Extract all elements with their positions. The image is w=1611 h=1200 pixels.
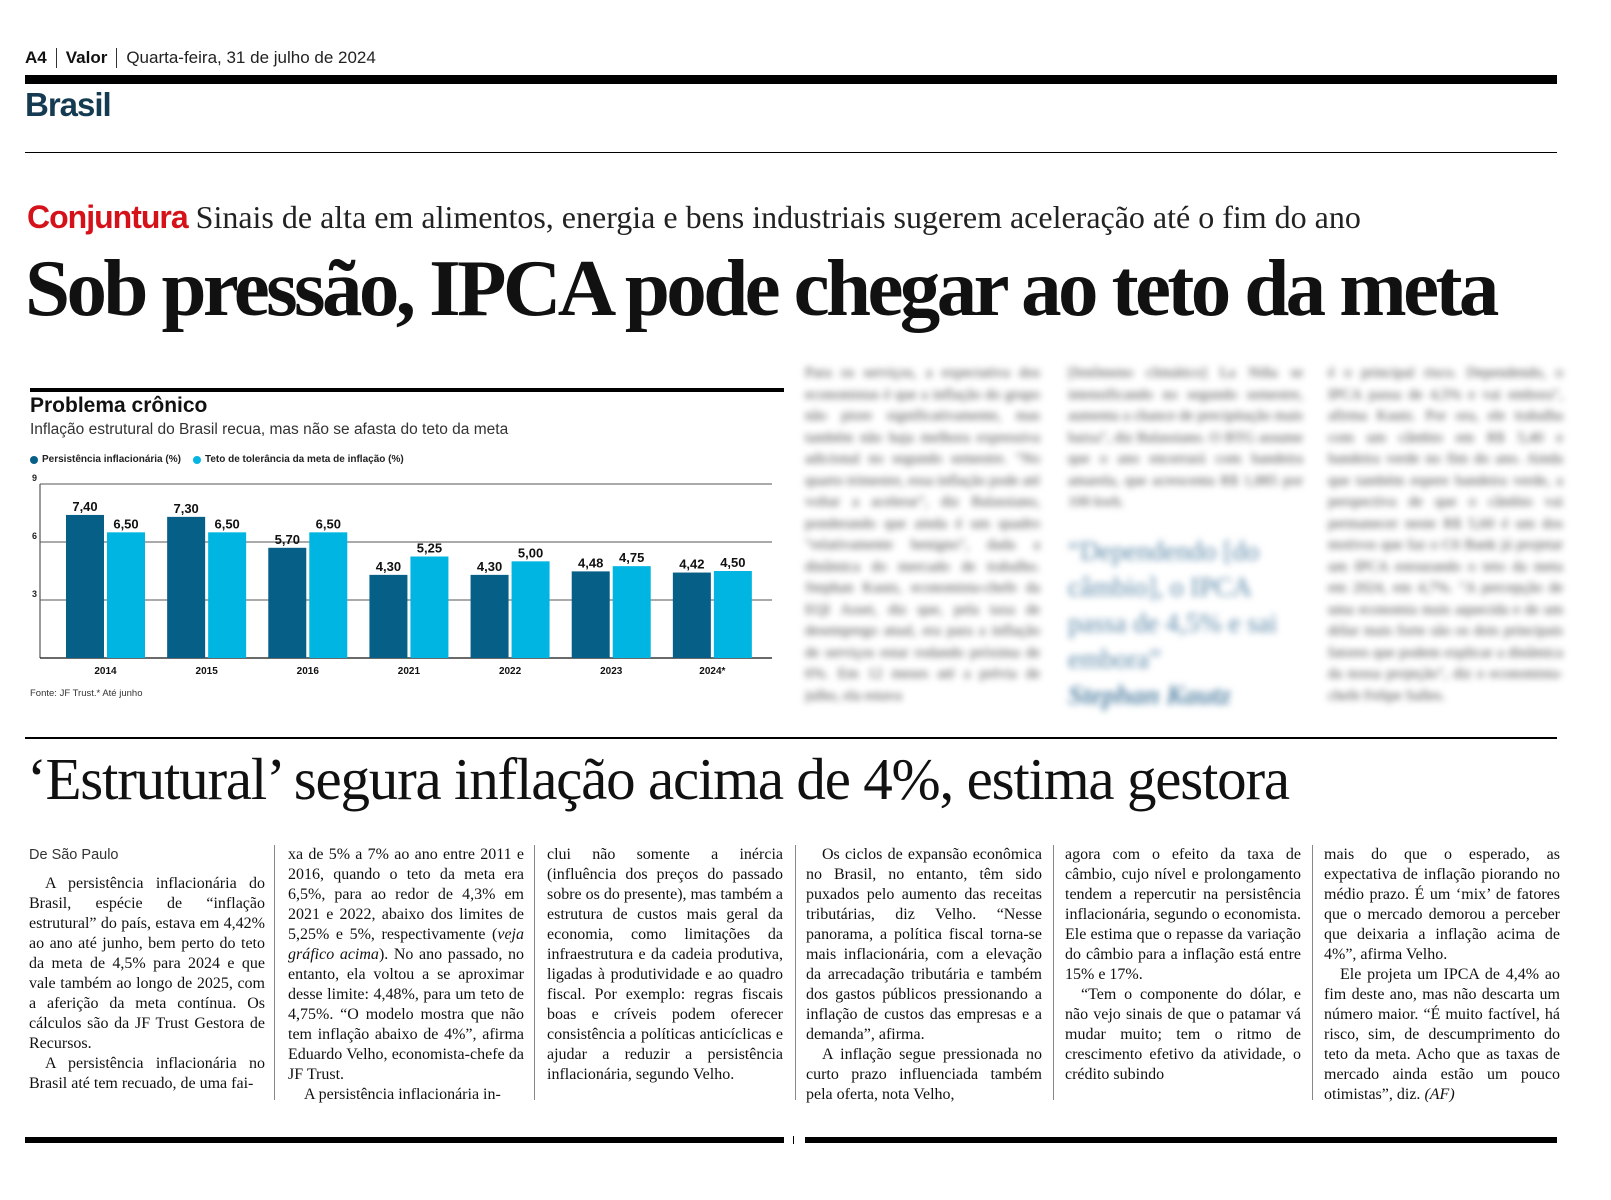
x-tick-label: 2024*: [699, 666, 726, 677]
article-column-3: [547, 845, 783, 1085]
deck-text: Sinais de alta em alimentos, energia e bens industriais sugerem aceleração até o fim do ano: [195, 199, 1361, 235]
x-tick-label: 2021: [397, 666, 421, 677]
x-tick-label: 2022: [498, 666, 522, 677]
data-label: 4,30: [476, 558, 503, 574]
bottom-bar: [25, 1137, 784, 1143]
paragraph: A persistência inflacionária no Brasil até tem recuado, de uma fai-: [29, 1055, 265, 1092]
x-tick-label: 2023: [600, 666, 623, 677]
paragraph: clui não somente a inércia (influência dos preços do passado sobre os do presente), mas também a estrutura de custos mais geral da economia, como limitações da infraestrutura e da cadeia produtiva, ligadas à produtividade e ao quadro fiscal. Por exemplo: regras fiscais boas e críveis podem oferecer consistência a políticas anticíclicas e ajudar a reduzir a persistência inflacionária, segundo Velho.: [547, 846, 783, 1083]
data-label: 4,75: [619, 550, 645, 566]
legend-swatch-teto: [193, 456, 201, 464]
paragraph: mais do que o esperado, as expectativa de inflação piorando no médio prazo. É um ‘mix’ de fatores que o mercado demorou a perceber que deixaria a inflação acima de 4%”, afirma Velho.: [1324, 846, 1560, 963]
data-label: 4,50: [720, 555, 746, 570]
paragraph: A persistência inflacionária in-: [304, 1086, 501, 1103]
folio-divider: [56, 48, 57, 68]
blurred-column: Para os serviços, a expectativa dos economistas é que a inflação do grupo não piore significativamente, mas também não haja melhora expressiva adicional no segundo semestre. "No quarto trimestre, essa inflação pode até voltar a acelerar", diz Balassiano, ponderando que ainda é um quadro "relativamente benigno", dada a dinâmica do mercado de trabalho. Stephan Kautz, economista-chefe da EQI Asset, diz que, pela taxa de desemprego atual, era para a inflação de serviços estar rodando próxima de 6%. Em 12 meses até a prévia de julho, ela estava: [805, 365, 1040, 704]
data-label: 5,25: [416, 540, 443, 556]
edition-date: Quarta-feira, 31 de julho de 2024: [126, 48, 376, 67]
data-label: 4,30: [375, 558, 402, 574]
data-label: 4,42: [679, 556, 705, 572]
pull-quote-text: “Dependendo [do câmbio], o IPCA passa de 4,5% e sai embora”: [1068, 536, 1278, 674]
data-label: 7,30: [173, 500, 199, 516]
paragraph-part: ). No ano passado, no entanto, ela voltou a se aproximar desse limite: 4,48%, para um teto de 4,75%. “O modelo mostra que não tem inflação abaixo de 4%”, afirma Eduardo Velho, economista-chefe da JF Trust.: [288, 946, 525, 1083]
x-tick-label: 2015: [195, 666, 218, 677]
bar-teto: [208, 532, 246, 658]
y-tick-label: 9: [32, 474, 38, 483]
bar-teto: [309, 532, 347, 658]
folio-divider: [116, 48, 117, 68]
article-column-2: [288, 845, 524, 1105]
x-tick-label: 2016: [296, 666, 319, 677]
bottom-bar: [805, 1137, 1557, 1143]
article-column-1: [29, 845, 265, 1094]
data-label: 5,70: [274, 531, 300, 547]
kicker-line: [27, 199, 1361, 236]
bar-teto: [613, 566, 651, 658]
masthead-bar: [25, 75, 1557, 84]
y-tick-label: 6: [32, 531, 38, 541]
x-tick-label: 2014: [94, 666, 117, 677]
secondary-headline: ‘Estrutural’ segura inflação acima de 4%, estima gestora: [27, 746, 1289, 812]
blurred-column: [fenômeno climático] La Niña se intensificando no segundo semestre, aumenta a chance de precipitação mais baixa", diz Balassiano. O BTG assume que o ano encerrará com bandeira amarela, que acrescenta R$ 1,885 por 100 kwh.: [1068, 365, 1303, 510]
bar-teto: [512, 561, 550, 658]
bar-persistencia: [369, 575, 407, 658]
bar-teto: [410, 557, 448, 659]
data-label: 6,50: [214, 516, 240, 532]
article-divider: [25, 737, 1557, 739]
data-label: 6,50: [315, 516, 341, 532]
data-label: 7,40: [72, 498, 98, 514]
page-number: A4: [25, 48, 47, 67]
legend-label-teto: Teto de tolerância da meta de inflação (%): [204, 454, 404, 465]
bar-persistencia: [572, 571, 610, 658]
article-column-5: [1065, 845, 1301, 1085]
paragraph: Os ciclos de expansão econômica no Brasil, no entanto, têm sido puxados pelo aumento das receitas tributárias, diz Velho. “Nesse panorama, a política fiscal torna-se mais inflacionária, com a elevação da arrecadação tributária e também dos gastos públicos pressionando a inflação de custos das empresas e a demanda”, afirma.: [806, 846, 1042, 1043]
paragraph: [288, 845, 524, 1085]
data-label: 6,50: [113, 516, 139, 532]
paragraph: “Tem o componente do dólar, e não vejo sinais de que o patamar vá mudar muito; tem o ritmo de crescimento efetivo da atividade, o crédito subindo: [1065, 986, 1301, 1083]
bar-chart: [30, 474, 782, 684]
kicker-tag: Conjuntura: [27, 199, 188, 235]
section-title: Brasil: [25, 86, 111, 123]
bar-teto: [714, 571, 752, 658]
section-rule: [25, 152, 1557, 153]
paragraph: agora com o efeito da taxa de câmbio, cujo nível e prolongamento tendem a repercutir na persistência inflacionária, segundo o economista. Ele estima que o repasse da variação do câmbio para a inflação está entre 15% e 17%.: [1065, 846, 1301, 983]
bar-persistencia: [673, 573, 711, 658]
bar-persistencia: [66, 515, 104, 658]
legend-label-persistencia: Persistência inflacionária (%): [42, 454, 181, 465]
column-rule: [1053, 845, 1054, 1100]
paragraph: [1324, 965, 1560, 1105]
gutter-tick: [793, 1136, 794, 1144]
folio-line: [25, 48, 376, 68]
legend-item-teto: [193, 454, 404, 465]
chart-reference: veja gráfico acima: [288, 926, 524, 963]
chart-top-rule: [30, 388, 784, 392]
column-rule: [1312, 845, 1313, 1100]
blurred-pull-quote: [1068, 533, 1288, 713]
paragraph-part: xa de 5% a 7% ao ano entre 2011 e 2016, quando o teto da meta era 6,5%, para ao redor de 4,3% em 2021 e 2022, abaixo dos limites de 5,25% e 5%, respectivamente (: [288, 846, 524, 943]
pull-quote-author: Stephan Kautz: [1068, 680, 1231, 710]
data-label: 4,48: [578, 555, 604, 571]
bar-persistencia: [471, 575, 509, 658]
column-rule: [274, 845, 275, 1100]
author-signature: (AF): [1424, 1086, 1455, 1103]
bar-persistencia: [167, 517, 205, 658]
article-column-4: [806, 845, 1042, 1105]
newspaper-brand: Valor: [65, 48, 108, 67]
article-column-6: [1324, 845, 1560, 1105]
chart-title: Problema crônico: [30, 394, 208, 417]
paragraph: A persistência inflacionária do Brasil, espécie de “inflação estrutural” do país, estava em 4,42% ao ano até junho, bem perto do teto da meta de 4,5% para 2024 e que vale também ao longo de 2025, com a aferição da meta contínua. Os cálculos são da JF Trust Gestora de Recursos.: [29, 875, 265, 1052]
blurred-column: é o principal risco. Dependendo, o IPCA passa de 4,5% e vai embora", afirma Kautz. Por ora, ele trabalha com um câmbio em R$ 5,40 e bandeira verde no fim do ano. Ainda que também espere bandeira verde, a perspectiva de que o câmbio vai permanecer neste R$ 5,60 é um dos motivos que faz o C6 Bank já projetar um IPCA estourando o teto da meta em 2024, em 4,7%. "A percepção de uma economia mais aquecida e de um dólar mais forte são os dois principais fatores que podem explicar a dinâmica da nossa projeção", diz o economista-chefe Felipe Salles.: [1328, 365, 1563, 704]
legend-item-persistencia: [30, 454, 181, 465]
legend-swatch-persistencia: [30, 456, 38, 464]
chart-legend: [30, 454, 404, 465]
y-tick-label: 3: [32, 589, 38, 599]
bar-persistencia: [268, 548, 306, 658]
blurred-article-area: [805, 363, 1563, 710]
column-rule: [795, 845, 796, 1100]
chart-subtitle: Inflação estrutural do Brasil recua, mas não se afasta do teto da meta: [30, 421, 509, 438]
chart-source: Fonte: JF Trust.* Até junho: [30, 688, 143, 699]
paragraph-part: Ele projeta um IPCA de 4,4% ao fim deste ano, mas não descarta um número maior. “É muito factível, há risco, sim, de descumprimento do teto da meta. Acho que as taxas de mercado ainda estão um pouco otimistas”, diz.: [1324, 966, 1560, 1103]
main-headline: Sob pressão, IPCA pode chegar ao teto da meta: [25, 243, 1496, 333]
paragraph: A inflação segue pressionada no curto prazo influenciada também pela oferta, nota Velho,: [806, 1046, 1042, 1103]
byline: De São Paulo: [29, 847, 119, 863]
data-label: 5,00: [517, 545, 544, 561]
column-rule: [534, 845, 535, 1100]
bar-teto: [107, 532, 145, 658]
